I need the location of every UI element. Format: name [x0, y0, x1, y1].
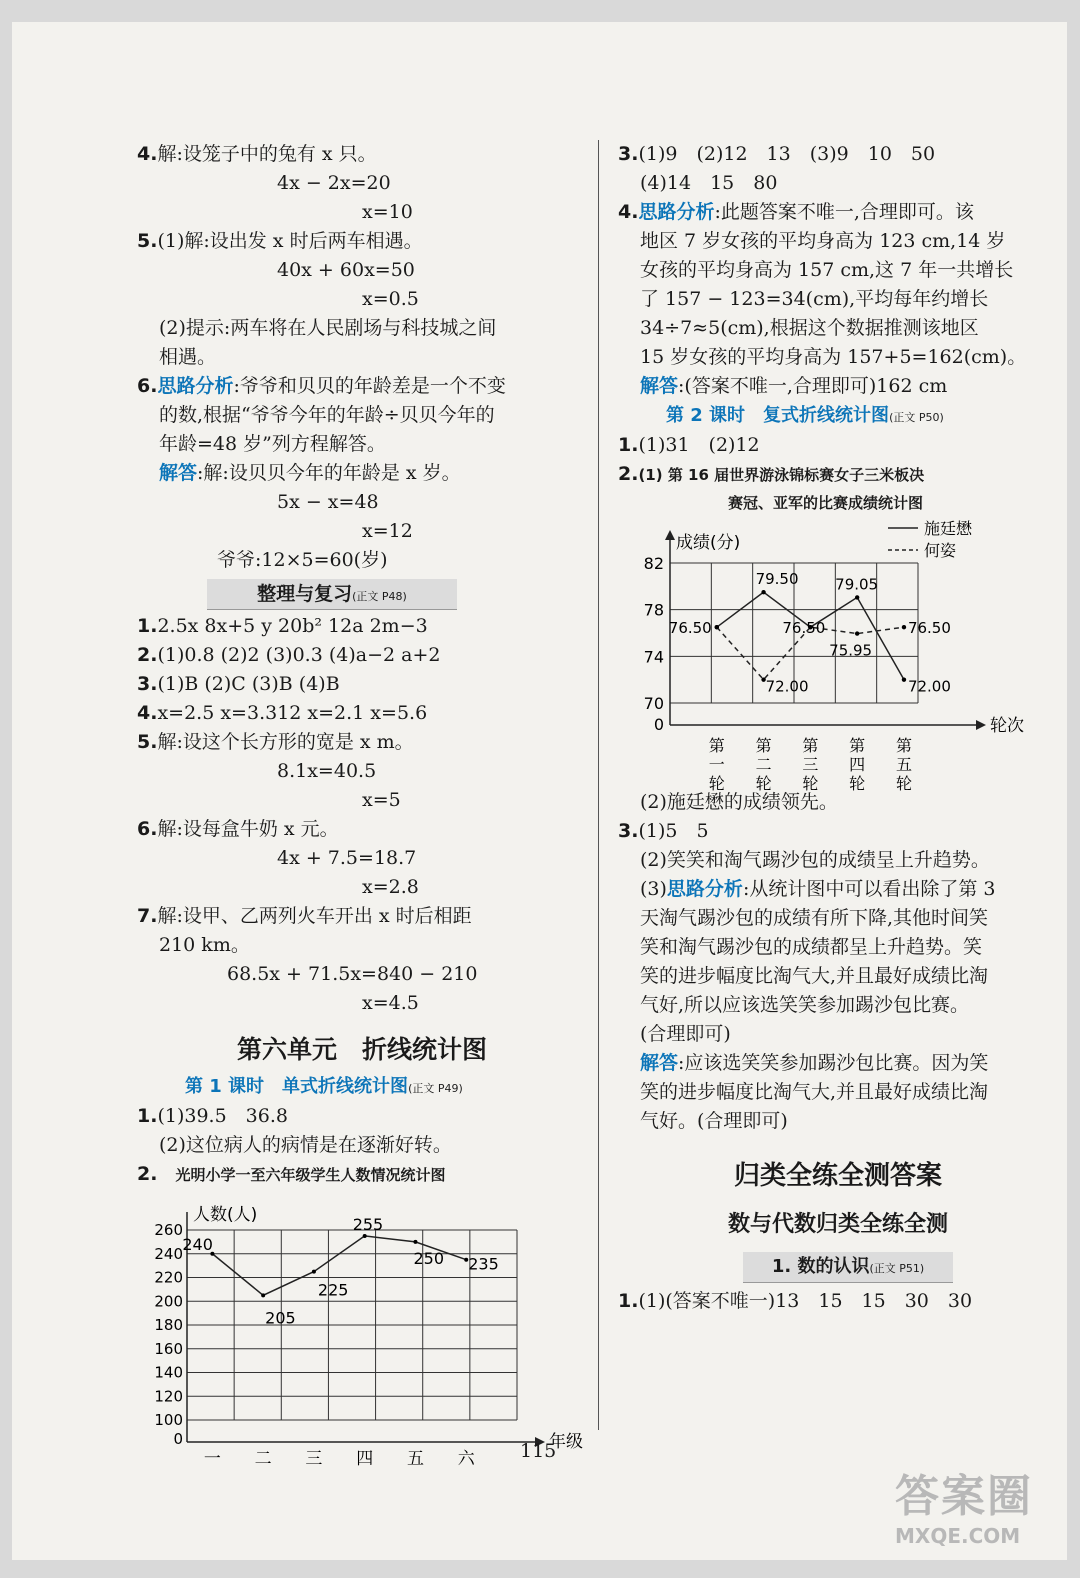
analysis-keyword: 思路分析: [638, 201, 715, 223]
x-tick-label: 四: [356, 1449, 374, 1469]
y-tick-label: 100: [154, 1411, 183, 1429]
data-label: 76.50: [907, 619, 951, 638]
answer-text: (1)31 (2)12: [638, 434, 760, 456]
equation: x=2.8: [362, 876, 419, 898]
answer-text: :解:设贝贝今年的年龄是 x 岁。: [197, 462, 461, 484]
answer-keyword: 解答: [159, 462, 198, 484]
equation: 68.5x + 71.5x=840 − 210: [227, 963, 478, 985]
y-tick-label: 120: [154, 1387, 183, 1406]
x-tick-label: 轮: [755, 774, 772, 793]
item-number: 6.: [137, 818, 158, 840]
x-tick-label: 三: [305, 1449, 323, 1469]
y-tick-label: 82: [643, 554, 664, 573]
answer-text: 210 km。: [159, 934, 250, 956]
lesson-ref: (正文 P49): [408, 1082, 463, 1095]
answers-section-title: 归类全练全测答案: [733, 1161, 942, 1191]
item-number: 3.: [618, 820, 639, 842]
answer-text: 15 岁女孩的平均身高为 157+5=162(cm)。: [640, 346, 1027, 368]
page-number: 115: [520, 1440, 557, 1462]
y-tick-label: 0: [653, 715, 664, 734]
answer-text: 笑的进步幅度比淘气大,并且最好成绩比淘: [640, 965, 989, 987]
answer-text: 女孩的平均身高为 157 cm,这 7 年一共增长: [640, 259, 1014, 281]
x-tick-label: 三: [802, 755, 819, 774]
section-ref: (正文 P51): [869, 1262, 925, 1275]
answer-text: 2.5x 8x+5 y 20b² 12a 2m−3: [157, 615, 428, 637]
x-tick-label: 第: [755, 736, 772, 755]
answer-text: 天淘气踢沙包的成绩有所下降,其他时间笑: [640, 907, 989, 929]
answer-text: (2)笑笑和淘气踢沙包的成绩呈上升趋势。: [640, 849, 990, 871]
answer-text: :从统计图中可以看出除了第 3: [742, 878, 996, 900]
lesson-title: 第 1 课时 单式折线统计图: [185, 1076, 409, 1097]
x-tick-label: 第: [708, 736, 725, 755]
data-label: 240: [182, 1234, 213, 1254]
answer-text: (1)0.8 (2)2 (3)0.3 (4)a−2 a+2: [157, 644, 441, 666]
student-count-line-chart: [137, 1195, 587, 1469]
item-number: 5.: [137, 731, 158, 753]
answer-text: (3): [640, 878, 667, 900]
answer-text: :此题答案不唯一,合理即可。该: [714, 201, 974, 223]
y-tick-label: 220: [154, 1268, 183, 1287]
item-number: 1.: [137, 615, 158, 637]
equation: 8.1x=40.5: [277, 760, 377, 782]
equation: 5x − x=48: [277, 491, 379, 513]
x-tick-label: 第: [849, 736, 866, 755]
data-label: 205: [265, 1308, 296, 1328]
item-number: 7.: [137, 905, 158, 927]
answer-text: 气好,所以应该选笑笑参加踢沙包比赛。: [640, 994, 970, 1016]
answer-text: :爷爷和贝贝的年龄差是一个不变: [233, 375, 506, 397]
data-label: 225: [317, 1280, 349, 1300]
data-point: [312, 1270, 316, 1274]
lesson-ref: (正文 P50): [889, 411, 944, 424]
answer-text: 相遇。: [159, 346, 217, 368]
answer-text: 气好。(合理即可): [640, 1110, 788, 1132]
y-tick-label: 0: [173, 1430, 183, 1448]
equation: 4x − 2x=20: [277, 172, 391, 194]
item-number: 6.: [137, 375, 158, 397]
x-tick-label: 一: [203, 1449, 221, 1469]
data-label: 76.50: [668, 619, 712, 638]
section-title: 整理与复习: [257, 583, 353, 605]
item-number: 1.: [618, 1290, 639, 1312]
data-point: [261, 1293, 265, 1297]
answer-text: :应该选笑笑参加踢沙包比赛。因为笑: [678, 1052, 989, 1074]
right-column: [618, 140, 1058, 1316]
item-number: 4.: [618, 201, 639, 223]
x-tick-label: 六: [457, 1449, 475, 1469]
item-number: 2.: [137, 1163, 158, 1185]
data-label: 250: [413, 1248, 445, 1268]
chart-title: (1) 第 16 届世界游泳锦标赛女子三米板决: [638, 466, 925, 484]
equation: x=10: [362, 201, 413, 223]
answer-text: (2)施廷懋的成绩领先。: [640, 791, 838, 813]
watermark: [895, 1460, 1065, 1570]
subsection-title: 数与代数归类全练全测: [727, 1212, 948, 1237]
equation: x=0.5: [362, 288, 419, 310]
x-axis-label: 轮次: [990, 716, 1024, 736]
answer-text: (1)9 (2)12 13 (3)9 10 50: [638, 143, 936, 165]
data-point: [855, 631, 859, 635]
lesson-header: [137, 1072, 587, 1102]
answer-text: 的数,根据“爷爷今年的年龄÷贝贝今年的: [159, 404, 495, 426]
answer-text: (合理即可): [640, 1023, 731, 1045]
answer-text: 解:设这个长方形的宽是 x m。: [157, 731, 414, 753]
x-tick-label: 轮: [849, 774, 866, 793]
data-point: [761, 590, 765, 594]
y-tick-label: 160: [154, 1339, 183, 1358]
x-tick-label: 四: [849, 755, 866, 774]
x-axis-label: 年级: [549, 1432, 583, 1452]
data-point: [902, 677, 906, 681]
x-tick-label: 第: [802, 736, 819, 755]
x-tick-label: 二: [254, 1449, 272, 1469]
section-ref: (正文 P48): [352, 590, 407, 603]
x-tick-label: 五: [406, 1449, 424, 1469]
x-tick-label: 第: [895, 736, 912, 755]
answer-text: (2)提示:两车将在人民剧场与科技城之间: [159, 317, 497, 339]
answer-text: :(答案不唯一,合理即可)162 cm: [678, 375, 948, 397]
answer-text: (1)解:设出发 x 时后两车相遇。: [157, 230, 423, 252]
item-number: 4.: [137, 143, 158, 165]
analysis-keyword: 思路分析: [666, 878, 743, 900]
x-tick-label: 五: [895, 755, 912, 774]
data-label: 75.95: [829, 641, 873, 660]
data-label: 235: [468, 1254, 499, 1274]
answer-text: 笑的进步幅度比淘气大,并且最好成绩比淘: [640, 1081, 989, 1103]
answer-text: 解:设笼子中的兔有 x 只。: [157, 143, 377, 165]
y-axis-arrow: [665, 530, 675, 540]
item-number: 1.: [618, 434, 639, 456]
legend-label: 施廷懋: [924, 519, 973, 538]
answer-text: (2)这位病人的病情是在逐渐好转。: [159, 1134, 452, 1156]
item-number: 1.: [137, 1105, 158, 1127]
equation: x=5: [362, 789, 401, 811]
item-number: 5.: [137, 230, 158, 252]
data-label: 255: [352, 1214, 384, 1234]
item-number: 2.: [137, 644, 158, 666]
diving-score-line-chart: [618, 518, 1058, 793]
answer-text: 了 157 − 123=34(cm),平均每年约增长: [640, 288, 989, 310]
data-point: [363, 1234, 367, 1238]
answer-text: (1)5 5: [638, 820, 709, 842]
equation: 40x + 60x=50: [277, 259, 415, 281]
equation: 爷爷:12×5=60(岁): [217, 549, 388, 571]
answer-text: (4)14 15 80: [640, 172, 778, 194]
x-axis-arrow: [976, 720, 986, 730]
unit-title: 第六单元 折线统计图: [236, 1035, 487, 1064]
lesson-header: [618, 401, 1058, 431]
equation: x=12: [362, 520, 413, 542]
section-header: [207, 579, 457, 610]
y-tick-label: 140: [154, 1363, 183, 1382]
lesson-title: 第 2 课时 复式折线统计图: [666, 405, 890, 426]
data-point: [902, 625, 906, 629]
answer-text: 地区 7 岁女孩的平均身高为 123 cm,14 岁: [640, 230, 1006, 252]
answer-text: (1)39.5 36.8: [157, 1105, 288, 1127]
watermark-url: MXQE.COM: [895, 1524, 1021, 1548]
legend-label: 何姿: [924, 541, 957, 560]
y-tick-label: 74: [643, 647, 664, 667]
x-tick-label: 轮: [895, 774, 912, 793]
x-tick-label: 轮: [802, 774, 819, 793]
data-label: 79.50: [755, 570, 799, 589]
left-column: [137, 140, 587, 1469]
item-number: 3.: [618, 143, 639, 165]
chart-title-line2: 赛冠、亚军的比赛成绩统计图: [728, 494, 924, 512]
item-number: 4.: [137, 702, 158, 724]
item-number: 3.: [137, 673, 158, 695]
data-label: 72.00: [907, 677, 951, 696]
answer-text: 笑和淘气踢沙包的成绩都呈上升趋势。笑: [640, 936, 983, 958]
answer-text: x=2.5 x=3.312 x=2.1 x=5.6: [157, 702, 428, 724]
y-tick-label: 200: [154, 1292, 183, 1311]
answer-keyword: 解答: [640, 1052, 679, 1074]
y-tick-label: 260: [154, 1221, 183, 1239]
data-label: 76.50: [782, 619, 826, 638]
answer-text: (1)(答案不唯一)13 15 15 30 30: [638, 1290, 973, 1312]
answer-text: (1)B (2)C (3)B (4)B: [157, 673, 340, 695]
y-tick-label: 180: [154, 1316, 183, 1334]
x-tick-label: 一: [708, 755, 725, 774]
answer-text: 34÷7≈5(cm),根据这个数据推测该地区: [640, 317, 979, 339]
equation: 4x + 7.5=18.7: [277, 847, 417, 869]
x-tick-label: 二: [755, 755, 772, 774]
analysis-keyword: 思路分析: [157, 375, 234, 397]
item-number: 2.: [618, 463, 639, 485]
equation: x=4.5: [362, 992, 419, 1014]
answer-text: 解:设甲、乙两列火车开出 x 时后相距: [157, 905, 472, 927]
chart-title: 光明小学一至六年级学生人数情况统计图: [175, 1166, 446, 1184]
watermark-title: 答案圈: [895, 1471, 1033, 1522]
y-tick-label: 70: [643, 694, 664, 713]
section-title: 1. 数的认识: [771, 1256, 870, 1277]
column-divider: [598, 140, 599, 1430]
answer-text: 年龄=48 岁”列方程解答。: [159, 433, 386, 455]
section-header: [743, 1252, 953, 1283]
y-tick-label: 240: [154, 1244, 183, 1263]
data-point: [715, 625, 719, 629]
data-label: 79.05: [835, 575, 879, 594]
data-point: [413, 1240, 417, 1244]
y-axis-label: 成绩(分): [676, 533, 741, 553]
y-tick-label: 78: [643, 600, 664, 620]
answer-keyword: 解答: [640, 375, 679, 397]
data-point: [855, 595, 859, 599]
data-label: 72.00: [765, 677, 809, 696]
answer-text: 解:设每盒牛奶 x 元。: [157, 818, 339, 840]
y-axis-label: 人数(人): [193, 1205, 258, 1225]
x-tick-label: 轮: [708, 774, 725, 793]
